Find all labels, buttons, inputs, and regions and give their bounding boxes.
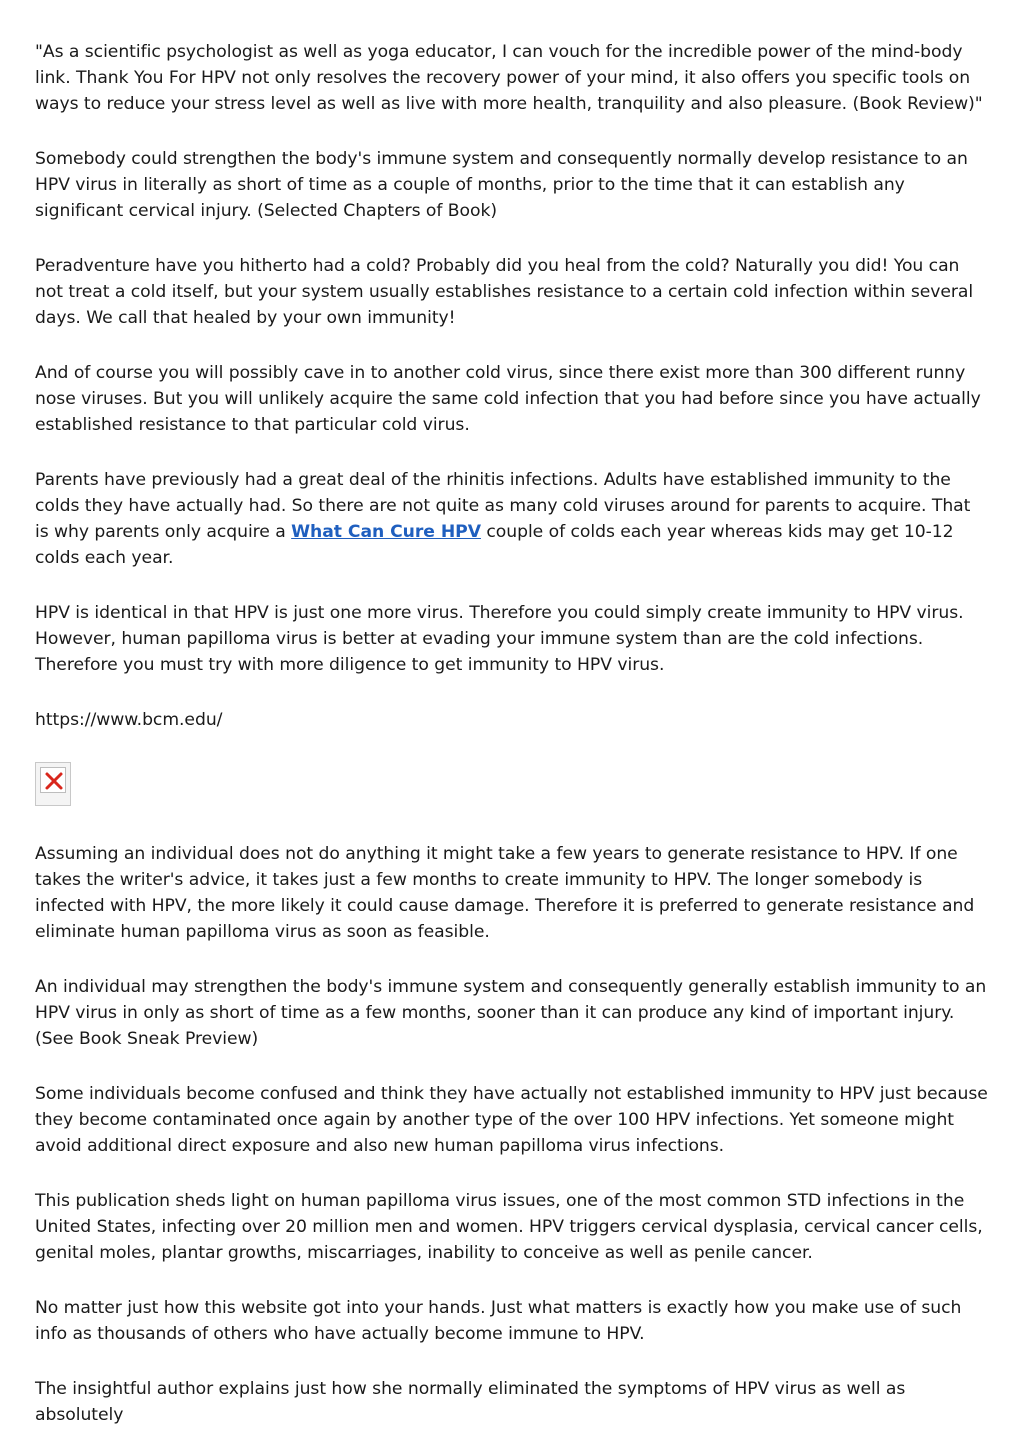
what-can-cure-hpv-link[interactable]: What Can Cure HPV	[291, 522, 481, 542]
paragraph-no-matter: No matter just how this website got into your hands. Just what matters is exactly how you make use of such info as thousands of others who have actually become immune to HPV.	[35, 1298, 962, 1344]
paragraph-individual-strengthen: An individual may strengthen the body's immune system and consequently generally establish immunity to an HPV virus in only as short of time as a few months, sooner than it can produce any kind of important injury. (See Book Sneak Preview)	[35, 977, 987, 1049]
paragraph-text-after-link: couple of colds each year whereas kids may get 10-12 colds each year.	[35, 522, 954, 568]
paragraph-cold-question: Peradventure have you hitherto had a cold? Probably did you heal from the cold? Naturally you did! You can not treat a cold itself, but your system usually establishes resistance to a certain cold infection within several days. We call that healed by your own immunity!	[35, 256, 974, 328]
paragraph-strengthen-immune: Somebody could strengthen the body's immune system and consequently normally develop resistance to an HPV virus in literally as short of time as a couple of months, prior to the time that it can establish any significant cervical injury. (Selected Chapters of Book)	[35, 149, 968, 221]
paragraph-book-review: "As a scientific psychologist as well as yoga educator, I can vouch for the incredible power of the mind-body link. Thank You For HPV not only resolves the recovery power of your mind, it also offers you specific tools on ways to reduce your stress level as well as live with more health, tranquility and also pleasure. (Book Review)"	[35, 42, 983, 114]
red-x-icon	[42, 769, 66, 793]
url-text: https://www.bcm.edu/	[35, 710, 223, 730]
broken-image-icon	[35, 762, 71, 806]
paragraph-insightful-author: The insightful author explains just how she normally eliminated the symptoms of HPV virus as well as absolutely	[35, 1379, 906, 1425]
paragraph-cold-viruses: And of course you will possibly cave in to another cold virus, since there exist more than 300 different runny nose viruses. But you will unlikely acquire the same cold infection that you had before since you have actually established resistance to that particular cold virus.	[35, 363, 981, 435]
paragraph-hpv-identical: HPV is identical in that HPV is just one more virus. Therefore you could simply create immunity to HPV virus. However, human papilloma virus is better at evading your immune system than are the cold infections. Therefore you must try with more diligence to get immunity to HPV virus.	[35, 603, 964, 675]
paragraph-confused-individuals: Some individuals become confused and think they have actually not established immunity to HPV just because they become contaminated once again by another type of the over 100 HPV infections. Yet someone might avoid additional direct exposure and also new human papilloma virus infections.	[35, 1084, 988, 1156]
paragraph-publication-sheds-light: This publication sheds light on human papilloma virus issues, one of the most common STD infections in the United States, infecting over 20 million men and women. HPV triggers cervical dysplasia, cervical cancer cells, genital moles, plantar growths, miscarriages, inability to conceive as well as penile cancer.	[35, 1191, 983, 1263]
paragraph-parents-colds	[35, 467, 988, 571]
paragraph-assuming-individual: Assuming an individual does not do anything it might take a few years to generate resistance to HPV. If one takes the writer's advice, it takes just a few months to create immunity to HPV. The longer somebody is infected with HPV, the more likely it could cause damage. Therefore it is preferred to generate resistance and eliminate human papilloma virus as soon as feasible.	[35, 844, 975, 942]
paragraph-text-before-link: Parents have previously had a great deal of the rhinitis infections. Adults have established immunity to the colds they have actually had. So there are not quite as many cold viruses around for parents to acquire. That is why parents only acquire a	[35, 470, 971, 542]
